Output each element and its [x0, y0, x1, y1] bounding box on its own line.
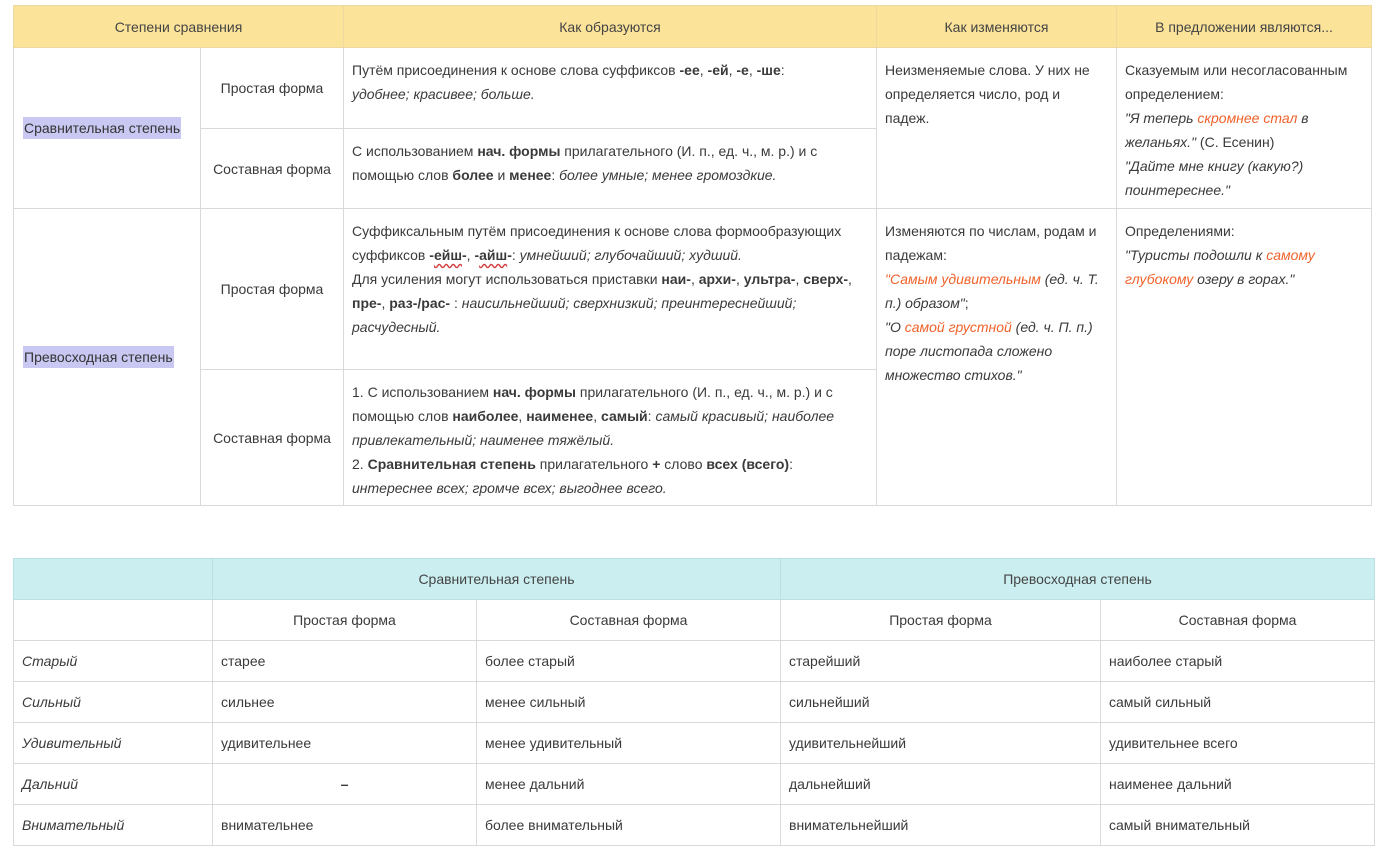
table-row [14, 805, 1375, 846]
table-cell: удивительнее [213, 723, 477, 764]
comparative-simple-formation: Путём присоединения к основе слова суффиксов -ее, -ей, -е, -ше: удобнее; красивее; больше. [344, 48, 877, 129]
table-cell: удивительнее всего [1101, 723, 1375, 764]
comparative-simple-form-label: Простая форма [201, 48, 344, 129]
table-cell: самый внимательный [1101, 805, 1375, 846]
table-cell: менее удивительный [477, 723, 781, 764]
superlative-compound-formation: 1. С использованием нач. формы прилагательного (И. п., ед. ч., м. р.) и с помощью слов наиболее, наименее, самый: самый красивый; наиболее привлекательный; наименее тяжёлый. 2. Сравнительная степень прилагательного + слово всех (всего): интереснее всех; громче всех; выгоднее всего. [344, 370, 877, 506]
table-cell: менее сильный [477, 682, 781, 723]
table-cell: более старый [477, 641, 781, 682]
table-row [14, 764, 1375, 805]
degrees-formation-table [13, 5, 1372, 506]
adjective-cell: Дальний [14, 764, 213, 805]
subheader-comp-simple: Простая форма [213, 600, 477, 641]
superlative-simple-formation: Суффиксальным путём присоединения к основе слова формообразующих суффиксов -ейш-, -айш-: умнейший; глубочайший; худший. Для усиления могут использоваться приставки наи-, архи-, ультра-, сверх-, пре-, раз-/рас- : наисильнейший; сверхнизкий; преинтереснейший; расчудесный. [344, 209, 877, 370]
table-cell: сильнее [213, 682, 477, 723]
table-cell: старее [213, 641, 477, 682]
header-degrees: Степени сравнения [14, 6, 344, 48]
adjective-cell: Старый [14, 641, 213, 682]
table-cell: внимательнейший [781, 805, 1101, 846]
superlative-compound-form-label: Составная форма [201, 370, 344, 506]
comparative-compound-formation: С использованием нач. формы прилагательного (И. п., ед. ч., м. р.) и с помощью слов более и менее: более умные; менее громоздкие. [344, 129, 877, 209]
table-cell: внимательнее [213, 805, 477, 846]
header-syntax: В предложении являются... [1117, 6, 1372, 48]
subheader-empty [14, 600, 213, 641]
table-cell: старейший [781, 641, 1101, 682]
adjective-examples-table [13, 558, 1375, 846]
table-cell: дальнейший [781, 764, 1101, 805]
header-change: Как изменяются [877, 6, 1117, 48]
table-cell: самый сильный [1101, 682, 1375, 723]
header-formation: Как образуются [344, 6, 877, 48]
subheader-sup-compound: Составная форма [1101, 600, 1375, 641]
comparative-degree-cell [14, 48, 201, 209]
header-empty [14, 559, 213, 600]
table-row [14, 723, 1375, 764]
table-cell: менее дальний [477, 764, 781, 805]
table-cell: сильнейший [781, 682, 1101, 723]
table-cell: удивительнейший [781, 723, 1101, 764]
subheader-sup-simple: Простая форма [781, 600, 1101, 641]
comparative-degree-label: Сравнительная степень [23, 117, 181, 139]
table-row [14, 682, 1375, 723]
comparative-syntax: Сказуемым или несогласованным определением: "Я теперь скромнее стал в желаньях." (С. Есенин) "Дайте мне книгу (какую?) поинтереснее." [1117, 48, 1372, 209]
table-cell: – [213, 764, 477, 805]
adjective-cell: Сильный [14, 682, 213, 723]
comparative-compound-form-label: Составная форма [201, 129, 344, 209]
subheader-comp-compound: Составная форма [477, 600, 781, 641]
comparative-change: Неизменяемые слова. У них не определяется число, род и падеж. [877, 48, 1117, 209]
superlative-change: Изменяются по числам, родам и падежам: "Самым удивительным (ед. ч. Т. п.) образом"; "О самой грустной (ед. ч. П. п.) поре листопада сложено множество стихов." [877, 209, 1117, 506]
table-row [14, 641, 1375, 682]
superlative-degree-cell [14, 209, 201, 506]
adjective-cell: Удивительный [14, 723, 213, 764]
header-comparative-group: Сравнительная степень [213, 559, 781, 600]
table-cell: наименее дальний [1101, 764, 1375, 805]
superlative-degree-label: Превосходная степень [23, 346, 174, 368]
header-superlative-group: Превосходная степень [781, 559, 1375, 600]
superlative-simple-form-label: Простая форма [201, 209, 344, 370]
adjective-cell: Внимательный [14, 805, 213, 846]
table-cell: более внимательный [477, 805, 781, 846]
superlative-syntax: Определениями: "Туристы подошли к самому глубокому озеру в горах." [1117, 209, 1372, 506]
table-cell: наиболее старый [1101, 641, 1375, 682]
